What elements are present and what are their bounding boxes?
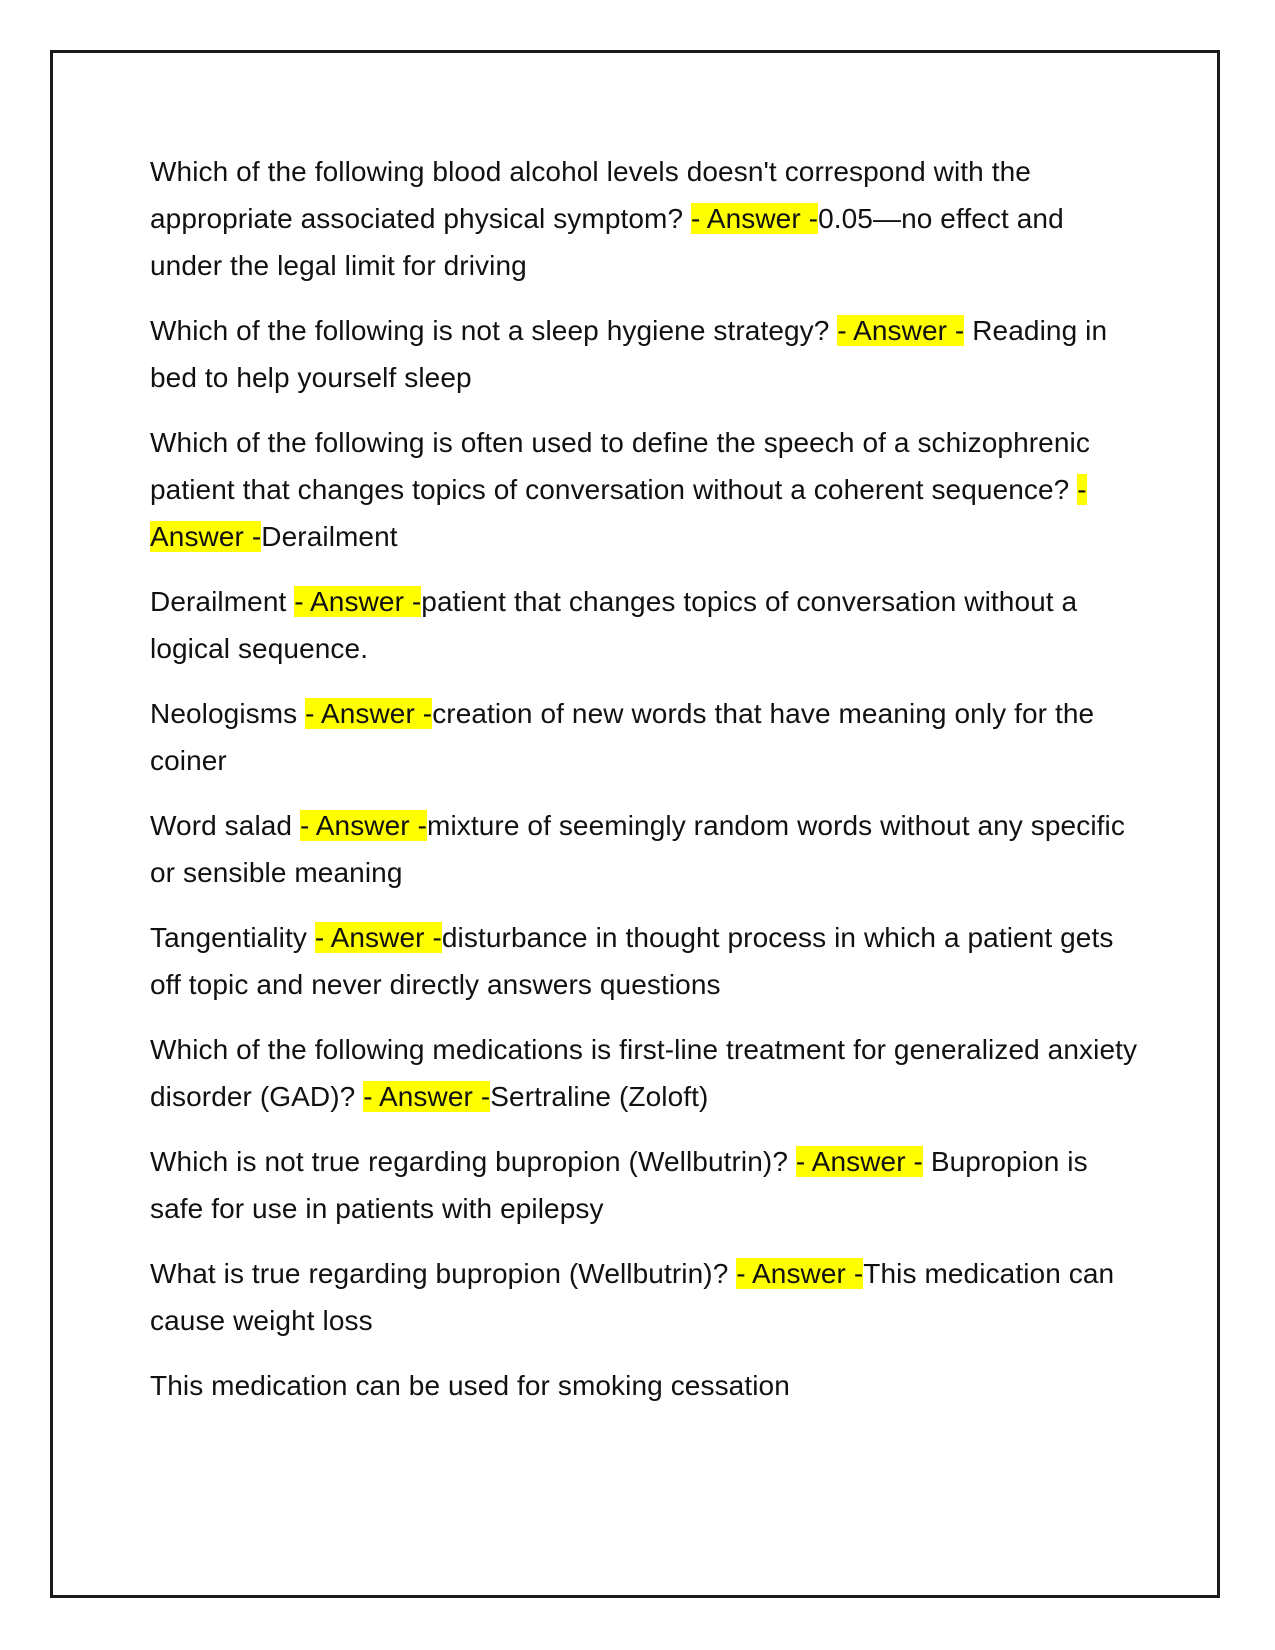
question-text: Which of the following is not a sleep hygiene strategy? bbox=[150, 315, 838, 346]
answer-text: Derailment bbox=[261, 521, 398, 552]
qa-entry bbox=[150, 690, 1140, 784]
qa-entry bbox=[150, 578, 1140, 672]
answer-text: mixture of seemingly random words without any specific or sensible meaning bbox=[150, 810, 1125, 888]
answer-text: creation of new words that have meaning only for the coiner bbox=[150, 698, 1095, 776]
answer-text: Sertraline (Zoloft) bbox=[490, 1081, 709, 1112]
answer-marker: - Answer - bbox=[795, 1146, 923, 1177]
answer-text: This medication can cause weight loss bbox=[150, 1258, 1115, 1336]
qa-entry bbox=[150, 148, 1140, 289]
document-body bbox=[150, 148, 1140, 1427]
question-text: Word salad bbox=[150, 810, 300, 841]
qa-entry bbox=[150, 1026, 1140, 1120]
question-text: Which of the following blood alcohol levels doesn't correspond with the appropriate associated physical symptom? bbox=[150, 156, 1031, 234]
qa-entry bbox=[150, 419, 1140, 560]
question-text: What is true regarding bupropion (Wellbutrin)? bbox=[150, 1258, 737, 1289]
qa-entry bbox=[150, 307, 1140, 401]
answer-text: patient that changes topics of conversation without a logical sequence. bbox=[150, 586, 1078, 664]
answer-text: Reading in bed to help yourself sleep bbox=[150, 315, 1108, 393]
answer-marker: - Answer - bbox=[691, 203, 819, 234]
trailing-line: This medication can be used for smoking cessation bbox=[150, 1370, 790, 1401]
answer-marker: - Answer - bbox=[294, 586, 422, 617]
answer-marker: - Answer - bbox=[837, 315, 965, 346]
question-text: Neologisms bbox=[150, 698, 306, 729]
answer-marker: - Answer - bbox=[305, 698, 433, 729]
answer-text: Bupropion is safe for use in patients with epilepsy bbox=[150, 1146, 1088, 1224]
answer-marker: - Answer - bbox=[736, 1258, 864, 1289]
question-text: Tangentiality bbox=[150, 922, 315, 953]
answer-text: 0.05—no effect and under the legal limit for driving bbox=[150, 203, 1064, 281]
qa-entry bbox=[150, 802, 1140, 896]
answer-marker: - Answer - bbox=[314, 922, 442, 953]
question-text: Which of the following medications is first-line treatment for generalized anxiety disorder (GAD)? bbox=[150, 1034, 1138, 1112]
question-text: Derailment bbox=[150, 586, 295, 617]
question-text: Which is not true regarding bupropion (Wellbutrin)? bbox=[150, 1146, 796, 1177]
question-text: Which of the following is often used to define the speech of a schizophrenic patient that changes topics of conversation without a coherent sequence? bbox=[150, 427, 1090, 505]
answer-text: disturbance in thought process in which a patient gets off topic and never directly answers questions bbox=[150, 922, 1114, 1000]
answer-marker: - Answer - bbox=[363, 1081, 491, 1112]
answer-marker: - Answer - bbox=[300, 810, 428, 841]
answer-marker: - Answer - bbox=[150, 474, 1087, 552]
qa-entry bbox=[150, 1250, 1140, 1344]
qa-entry bbox=[150, 1138, 1140, 1232]
qa-entry bbox=[150, 914, 1140, 1008]
